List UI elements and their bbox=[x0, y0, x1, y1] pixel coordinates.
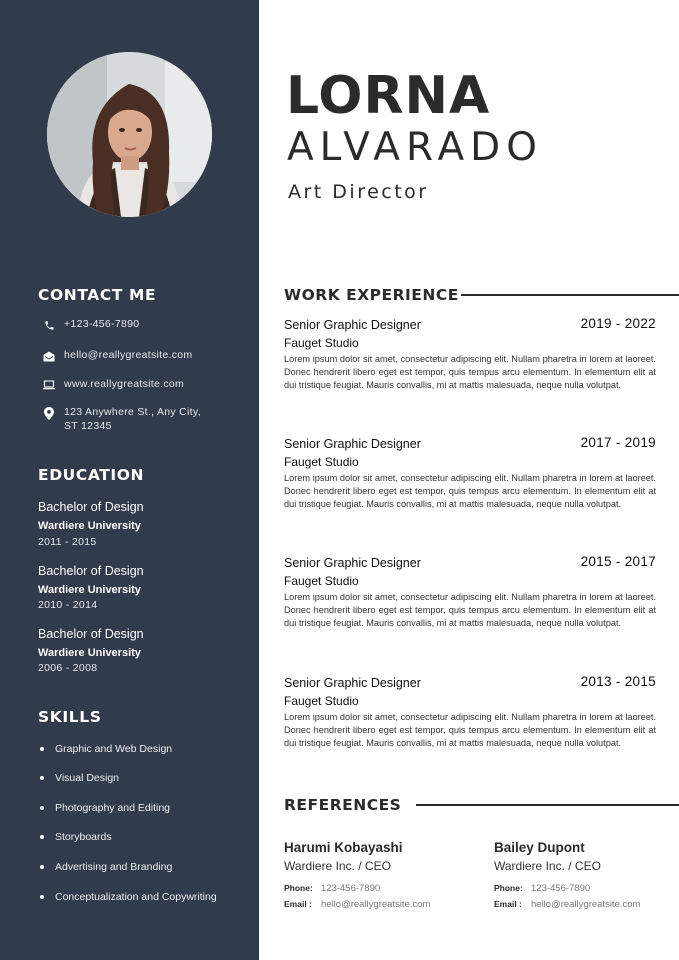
education-degree: Bachelor of Design bbox=[38, 627, 144, 641]
job-description: Lorem ipsum dolor sit amet, consectetur adipiscing elit. Nullam pharetra in lorem at laoreet. Donec hendrerit libero eget est tempor, quis tempus arcu elementum. In elementum elit at dui tristique feugiat. Mauris convallis, mi at mattis malesuada, neque nulla volutpat. bbox=[284, 712, 656, 748]
job-years: 2013 - 2015 bbox=[580, 674, 656, 689]
reference-card bbox=[494, 840, 674, 910]
education-degree: Bachelor of Design bbox=[38, 500, 144, 514]
first-name: LORNA bbox=[286, 66, 491, 126]
section-divider bbox=[461, 294, 679, 296]
skill-item bbox=[40, 891, 217, 903]
skill-label: Graphic and Web Design bbox=[55, 743, 173, 755]
reference-name: Harumi Kobayashi bbox=[284, 840, 403, 855]
work-experience-heading: WORK EXPERIENCE bbox=[284, 286, 459, 304]
bullet-icon bbox=[40, 895, 44, 899]
bullet-icon bbox=[40, 806, 44, 810]
job-title: Art Director bbox=[288, 181, 429, 203]
contact-email-text: hello@reallygreatsite.com bbox=[64, 349, 193, 361]
job-company: Fauget Studio bbox=[284, 336, 359, 350]
education-school: Wardiere University bbox=[38, 520, 141, 532]
job-description: Lorem ipsum dolor sit amet, consectetur adipiscing elit. Nullam pharetra in lorem at laoreet. Donec hendrerit libero eget est tempor, quis tempus arcu elementum. In elementum elit at dui tristique feugiat. Mauris convallis, mi at mattis malesuada, neque nulla volutpat. bbox=[284, 354, 656, 390]
contact-address bbox=[42, 405, 214, 433]
skills-heading: SKILLS bbox=[38, 708, 102, 726]
skill-label: Storyboards bbox=[55, 831, 112, 843]
education-degree: Bachelor of Design bbox=[38, 564, 144, 578]
job-company: Fauget Studio bbox=[284, 574, 359, 588]
job-description: Lorem ipsum dolor sit amet, consectetur adipiscing elit. Nullam pharetra in lorem at laoreet. Donec hendrerit libero eget est tempor, quis tempus arcu elementum. In elementum elit at dui tristique feugiat. Mauris convallis, mi at mattis malesuada, neque nulla volutpat. bbox=[284, 473, 656, 509]
reference-phone bbox=[284, 883, 464, 894]
skill-label: Visual Design bbox=[55, 772, 120, 784]
skill-item bbox=[40, 743, 172, 755]
reference-org: Wardiere Inc. / CEO bbox=[494, 859, 601, 873]
skill-label: Advertising and Branding bbox=[55, 861, 173, 873]
contact-phone bbox=[42, 317, 214, 332]
skill-label: Conceptualization and Copywriting bbox=[55, 891, 217, 903]
education-years: 2011 - 2015 bbox=[38, 536, 97, 548]
contact-email bbox=[42, 348, 214, 363]
bullet-icon bbox=[40, 747, 44, 751]
reference-email bbox=[494, 899, 674, 910]
job-description: Lorem ipsum dolor sit amet, consectetur adipiscing elit. Nullam pharetra in lorem at laoreet. Donec hendrerit libero eget est tempor, quis tempus arcu elementum. In elementum elit at dui tristique feugiat. Mauris convallis, mi at mattis malesuada, neque nulla volutpat. bbox=[284, 592, 656, 628]
contact-website-text: www.reallygreatsite.com bbox=[64, 378, 185, 390]
last-name: ALVARADO bbox=[287, 125, 543, 170]
skill-item bbox=[40, 802, 170, 814]
contact-website bbox=[42, 377, 214, 392]
education-heading: EDUCATION bbox=[38, 466, 145, 484]
section-divider bbox=[416, 804, 679, 806]
bullet-icon bbox=[40, 865, 44, 869]
phone-label: Phone: bbox=[284, 883, 313, 893]
education-school: Wardiere University bbox=[38, 647, 141, 659]
job-role: Senior Graphic Designer bbox=[284, 676, 421, 690]
job-role: Senior Graphic Designer bbox=[284, 318, 421, 332]
reference-org: Wardiere Inc. / CEO bbox=[284, 859, 391, 873]
reference-phone-value: 123-456-7890 bbox=[321, 883, 381, 894]
phone-icon bbox=[42, 318, 56, 332]
reference-email-value: hello@reallygreatsite.com bbox=[321, 899, 431, 910]
reference-name: Bailey Dupont bbox=[494, 840, 585, 855]
location-icon bbox=[42, 406, 56, 420]
sidebar bbox=[0, 0, 259, 960]
job-years: 2015 - 2017 bbox=[580, 554, 656, 569]
email-label: Email : bbox=[284, 899, 312, 909]
skill-item bbox=[40, 772, 119, 784]
reference-email bbox=[284, 899, 464, 910]
job-role: Senior Graphic Designer bbox=[284, 556, 421, 570]
phone-label: Phone: bbox=[494, 883, 523, 893]
reference-phone bbox=[494, 883, 674, 894]
contact-heading: CONTACT ME bbox=[38, 286, 157, 304]
skill-item bbox=[40, 861, 172, 873]
website-icon bbox=[42, 378, 56, 392]
job-company: Fauget Studio bbox=[284, 455, 359, 469]
skill-item bbox=[40, 831, 112, 843]
email-icon bbox=[42, 349, 56, 363]
education-years: 2010 - 2014 bbox=[38, 599, 98, 611]
contact-phone-text: +123-456-7890 bbox=[64, 318, 140, 330]
reference-email-value: hello@reallygreatsite.com bbox=[531, 899, 641, 910]
education-school: Wardiere University bbox=[38, 584, 141, 596]
skill-label: Photography and Editing bbox=[55, 802, 171, 814]
profile-photo bbox=[47, 52, 212, 217]
reference-phone-value: 123-456-7890 bbox=[531, 883, 591, 894]
reference-card bbox=[284, 840, 464, 910]
bullet-icon bbox=[40, 835, 44, 839]
email-label: Email : bbox=[494, 899, 522, 909]
references-heading: REFERENCES bbox=[284, 796, 402, 814]
job-years: 2019 - 2022 bbox=[580, 316, 656, 331]
job-role: Senior Graphic Designer bbox=[284, 437, 421, 451]
bullet-icon bbox=[40, 776, 44, 780]
job-company: Fauget Studio bbox=[284, 694, 359, 708]
job-years: 2017 - 2019 bbox=[580, 435, 656, 450]
education-years: 2006 - 2008 bbox=[38, 662, 98, 674]
contact-address-text: 123 Anywhere St., Any City, ST 12345 bbox=[64, 406, 201, 432]
